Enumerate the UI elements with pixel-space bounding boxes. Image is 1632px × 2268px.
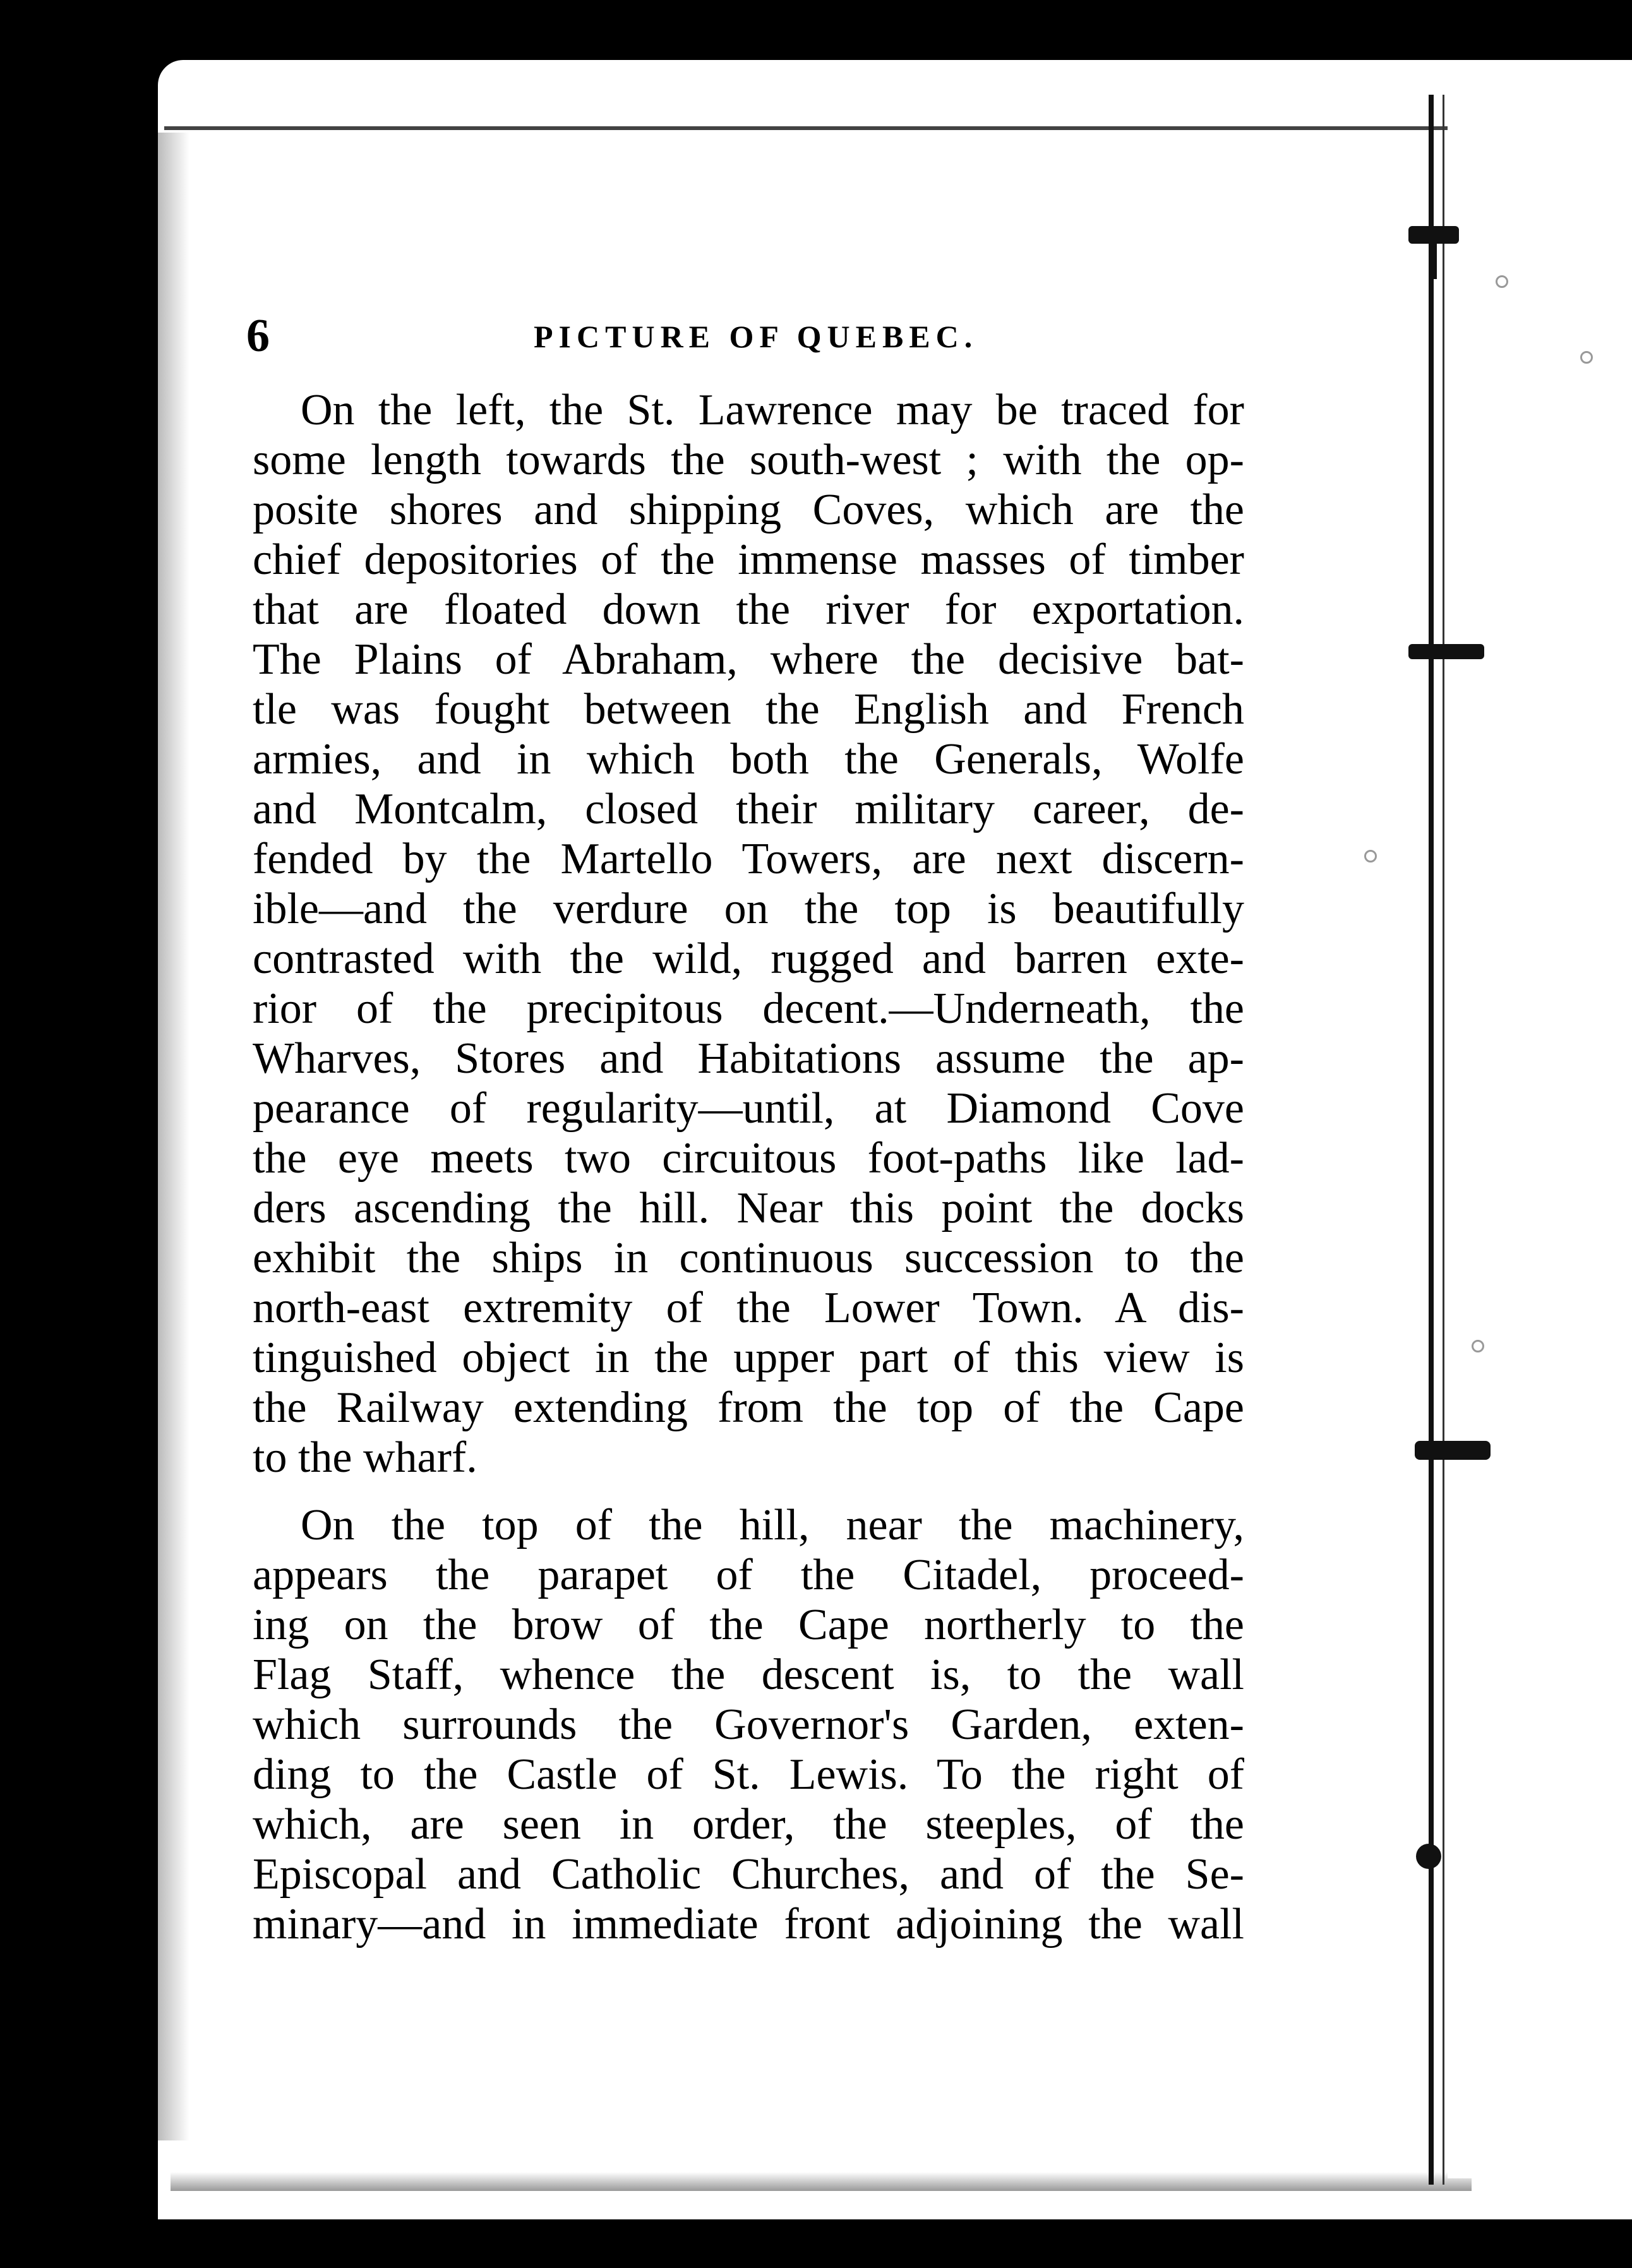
text-line: appears the parapet of the Citadel, proceed- [253,1551,1244,1599]
paper-speck [1364,850,1377,862]
text-line: tle was fought between the English and French [253,685,1244,734]
binding-stitch [1416,1844,1441,1869]
text-line: minary—and in immediate front adjoining the wall [253,1900,1244,1949]
text-line: ders ascending the hill. Near this point the docks [253,1184,1244,1232]
text-line: ing on the brow of the Cape northerly to the [253,1601,1244,1649]
text-line: The Plains of Abraham, where the decisive bat- [253,635,1244,684]
binding-stitch [1408,226,1459,244]
page-bottom-shadow [171,2172,1472,2191]
text-line: exhibit the ships in continuous succession to the [253,1234,1244,1282]
page-left-shadow [158,133,189,2140]
text-line: the Railway extending from the top of the Cape [253,1383,1244,1432]
running-title: PICTURE OF QUEBEC. [534,319,978,354]
text-line: ible—and the verdure on the top is beautifully [253,885,1244,933]
text-line: to the wharf. [253,1433,477,1482]
paper-speck [1472,1340,1484,1352]
text-line: which, are seen in order, the steeples, of the [253,1800,1244,1849]
text-line: north-east extremity of the Lower Town. A dis- [253,1284,1244,1332]
body-text [253,385,1244,1949]
paragraph [253,1500,1244,1949]
book-spine [1429,95,1434,2185]
text-line: Episcopal and Catholic Churches, and of the Se- [253,1850,1244,1899]
text-line: posite shores and shipping Coves, which are the [253,486,1244,534]
text-line: ding to the Castle of St. Lewis. To the right of [253,1750,1244,1799]
text-line: chief depositories of the immense masses of timber [253,535,1244,584]
paper-speck [1580,351,1593,364]
page-top-edge [164,126,1459,130]
text-line: On the left, the St. Lawrence may be traced for [301,386,1244,434]
text-line: which surrounds the Governor's Garden, exten- [253,1700,1244,1749]
text-line: Wharves, Stores and Habitations assume the ap- [253,1034,1244,1083]
text-line: fended by the Martello Towers, are next discern- [253,835,1244,883]
binding-stitch [1415,1441,1491,1460]
page-header [246,309,1339,366]
paper-speck [1496,275,1508,288]
text-line: some length towards the south-west ; with the op- [253,436,1244,484]
book-spine-edge [1443,95,1444,2185]
text-line: armies, and in which both the Generals, Wolfe [253,735,1244,784]
text-line: the eye meets two circuitous foot-paths like lad- [253,1134,1244,1183]
paragraph [253,385,1244,1483]
text-line: pearance of regularity—until, at Diamond Cove [253,1084,1244,1133]
text-line: Flag Staff, whence the descent is, to the wall [253,1650,1244,1699]
text-line: tinguished object in the upper part of this view is [253,1334,1244,1382]
binding-stitch [1408,644,1484,659]
paragraph-gap [253,1483,1244,1500]
text-line: contrasted with the wild, rugged and barren exte- [253,934,1244,983]
facing-page [1448,95,1632,2178]
text-line: On the top of the hill, near the machinery, [301,1501,1244,1549]
text-line: that are floated down the river for exportation. [253,585,1244,634]
text-line: and Montcalm, closed their military career, de- [253,785,1244,833]
page-number: 6 [246,310,270,362]
text-line: rior of the precipitous decent.—Underneath, the [253,984,1244,1033]
